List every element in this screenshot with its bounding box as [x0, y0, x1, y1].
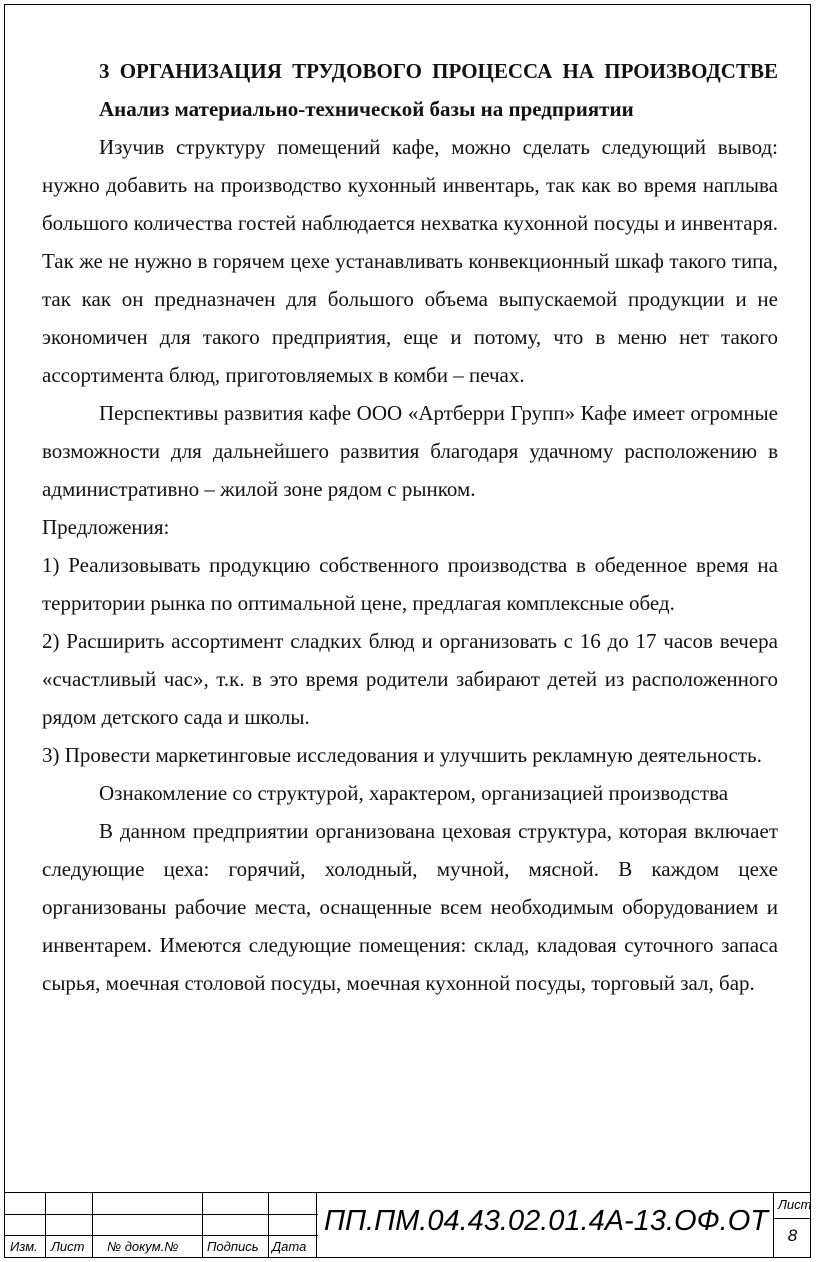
- paragraph-proposals-label: Предложения:: [42, 515, 170, 539]
- col-list-label: Лист: [51, 1239, 85, 1254]
- col-data-label: Дата: [272, 1239, 307, 1254]
- grid-line: [45, 1192, 46, 1258]
- grid-line: [4, 1214, 318, 1215]
- proposal-item-3: 3) Провести маркетинговые исследования и улучшить рекламную деятельность.: [42, 743, 762, 767]
- title-block-top-line: [4, 1192, 811, 1193]
- subsection-heading: Анализ материально-технической базы на предприятии: [99, 97, 634, 121]
- proposal-item-1: 1) Реализовывать продукцию собственного производства в обеденное время на территории рынка по оптимальной цене, предлагая комплексные обед.: [42, 553, 778, 615]
- title-block: [4, 1192, 811, 1258]
- grid-line: [773, 1218, 811, 1219]
- proposal-item-2: 2) Расширить ассортимент сладких блюд и организовать с 16 до 17 часов вечера «счастливый час», т.к. в это время родители забирают детей из расположенного рядом детского сада и школы.: [42, 629, 778, 729]
- grid-line: [268, 1192, 269, 1258]
- grid-line: [202, 1192, 203, 1258]
- grid-line: [773, 1192, 774, 1258]
- section-heading: 3 ОРГАНИЗАЦИЯ ТРУДОВОГО ПРОЦЕССА НА ПРОИЗВОДСТВЕ: [99, 59, 778, 83]
- paragraph-perspectives: Перспективы развития кафе ООО «Артберри Групп» Кафе имеет огромные возможности для дальнейшего развития благодаря удачному расположению в административно – жилой зоне рядом с рынком.: [42, 401, 778, 501]
- sheet-number: 8: [787, 1226, 798, 1245]
- paragraph-structure: В данном предприятии организована цеховая структура, которая включает следующие цеха: горячий, холодный, мучной, мясной. В каждом цехе организованы рабочие места, оснащенные всем необходимым оборудованием и инвентарем. Имеются следующие помещения: склад, кладовая суточного запаса сырья, моечная столовой посуды, моечная кухонной посуды, торговый зал, бар.: [42, 819, 778, 995]
- col-izm-label: Изм.: [10, 1239, 38, 1254]
- grid-line: [316, 1192, 317, 1258]
- paragraph-conclusion: Изучив структуру помещений кафе, можно сделать следующий вывод: нужно добавить на производство кухонный инвентарь, так как во время наплыва большого количества гостей наблюдается нехватка кухонной посуды и инвентаря. Так же не нужно в горячем цехе устанавливать конвекционный шкаф такого типа, так как он предназначен для большого объема выпускаемой продукции и не экономичен для такого предприятия, еще и потому, что в меню нет такого ассортимента блюд, приготовляемых в комби – печах.: [42, 135, 778, 387]
- document-body: [42, 52, 778, 1002]
- col-dokum-label: № докум.№: [107, 1239, 179, 1254]
- sheet-label: Лист: [778, 1197, 812, 1212]
- col-podpis-label: Подпись: [207, 1239, 259, 1254]
- paragraph-structure-title: Ознакомление со структурой, характером, организацией производства: [99, 781, 729, 805]
- document-code: ПП.ПМ.04.43.02.01.4А-13.ОФ.ОТ: [324, 1205, 768, 1237]
- grid-line: [4, 1235, 318, 1236]
- grid-line: [92, 1192, 93, 1258]
